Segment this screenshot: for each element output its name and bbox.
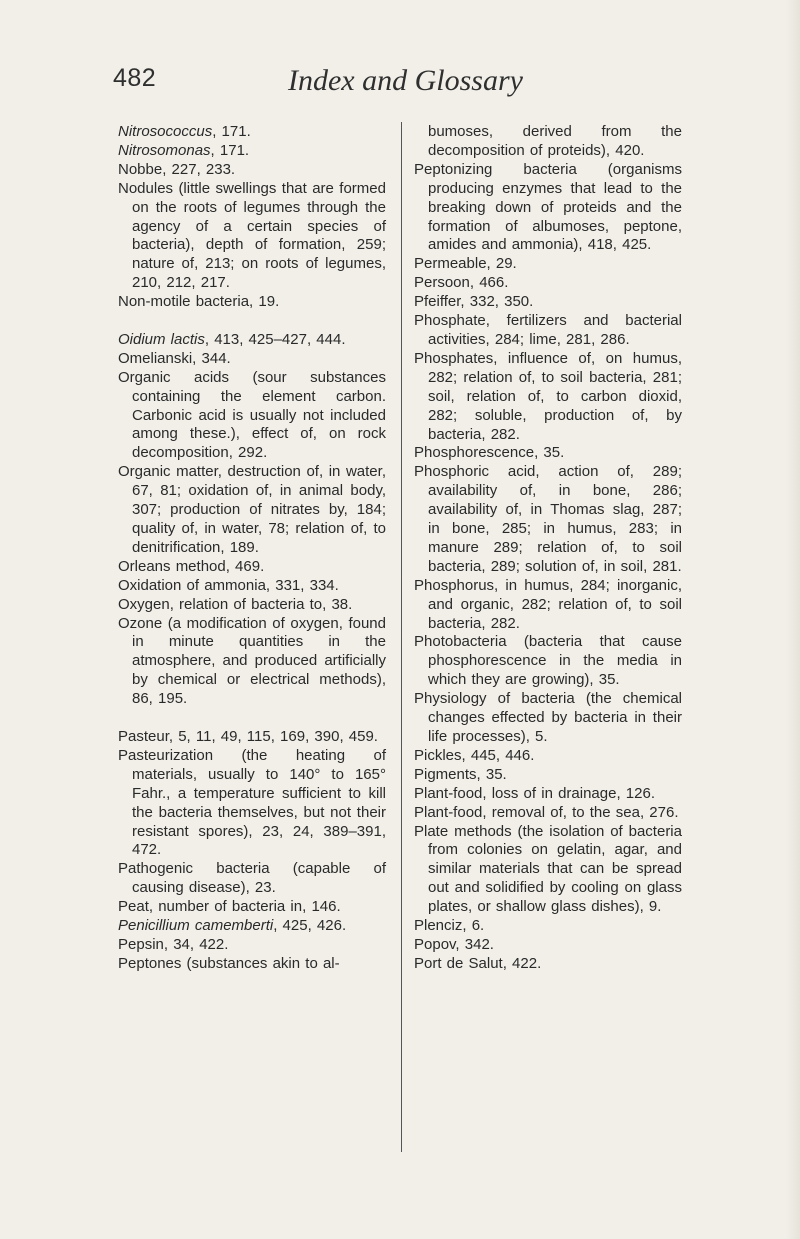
index-entry [414, 936, 682, 955]
index-term: Nitrosomonas [118, 141, 211, 159]
index-entry [118, 936, 386, 955]
index-column-left [118, 123, 386, 974]
index-entry [118, 331, 386, 350]
index-entry-text: Plant-food, loss of in drainage, 126. [414, 784, 655, 802]
index-entry [414, 633, 682, 690]
index-entry-text: Organic acids (sour substances containing the element carbon. Carbonic acid is usually not included among these.), effect of, on rock decomposition, 292. [118, 368, 386, 462]
index-entry-text: Organic matter, destruction of, in water, 67, 81; oxidation of, in animal body, 307; production of nitrates by, 184; quality of, in water, 78; relation of, to denitrification, 189. [118, 463, 386, 556]
index-entry [118, 596, 386, 615]
index-entry [414, 463, 682, 576]
index-entry-text: Pepsin, 34, 422. [118, 935, 229, 953]
running-title: Index and Glossary [288, 64, 523, 97]
index-entry-text: Nodules (little swellings that are formed on the roots of legumes through the agency of a certain species of bacteria), depth of formation, 259; nature of, 213; on roots of legumes, 210, 212, 217. [118, 179, 386, 292]
index-entry-text: Orleans method, 469. [118, 557, 265, 575]
index-term: Oidium lactis [118, 330, 205, 348]
index-entry [414, 161, 682, 256]
index-entry [118, 955, 386, 974]
index-entry [414, 274, 682, 293]
index-entry-text: Photobacteria (bacteria that cause phosphorescence in the media in which they are growing), 35. [414, 633, 682, 689]
index-entry-text: Oxidation of ammonia, 331, 334. [118, 576, 339, 594]
index-entry-text: Plant-food, removal of, to the sea, 276. [414, 803, 679, 821]
index-entry [118, 747, 386, 860]
index-entry [118, 558, 386, 577]
index-entry-text: Pickles, 445, 446. [414, 746, 535, 764]
index-entry-text: Plenciz, 6. [414, 917, 485, 935]
index-entry-text: Ozone (a modification of oxygen, found in minute quantities in the atmosphere, and produced artificially by chemical or electrical methods), 86, 195. [118, 614, 386, 708]
index-column-right [414, 123, 682, 974]
index-entry [414, 312, 682, 350]
index-entry-text: Phosphate, fertilizers and bacterial activities, 284; lime, 281, 286. [414, 312, 682, 348]
index-entry-text: Pigments, 35. [414, 765, 507, 783]
index-entry [118, 898, 386, 917]
index-entry [414, 577, 682, 634]
index-entry-text: , 425, 426. [273, 917, 347, 935]
index-entry-text: Physiology of bacteria (the chemical changes effected by bacteria in their life processes), 5. [414, 690, 682, 745]
index-entry-text: Nobbe, 227, 233. [118, 160, 236, 178]
index-entry-text: Phosphoric acid, action of, 289; availability of, in bone, 286; availability of, in Thomas slag, 287; in bone, 285; in humus, 283; in manure 289; relation of, to soil bacteria, 289; solution of, in soil, 281. [414, 463, 682, 575]
index-entry-text: Pasteurization (the heating of materials, usually to 140° to 165° Fahr., a temperature sufficient to kill the bacteria themselves, but not their resistant spores), 23, 24, 389–391, 472. [118, 746, 386, 859]
index-entry-text: Pathogenic bacteria (capable of causing disease), 23. [118, 860, 386, 897]
index-entry-text: Permeable, 29. [414, 255, 517, 273]
index-entry [118, 350, 386, 369]
index-entry [118, 161, 386, 180]
page-edge-shadow [786, 0, 800, 1239]
index-entry [414, 293, 682, 312]
index-entry-text: Pasteur, 5, 11, 49, 115, 169, 390, 459. [118, 727, 378, 745]
index-entry [414, 255, 682, 274]
index-entry-text: Peptones (substances akin to al- [118, 954, 340, 972]
index-entry-text: , 413, 425–427, 444. [204, 330, 346, 348]
column-divider [401, 122, 402, 1152]
index-entry [414, 766, 682, 785]
index-entry [118, 180, 386, 293]
index-entry-text: Peptonizing bacteria (organisms producing enzymes that lead to the breaking down of proteids and the formation of albumoses, peptone, amides and ammonia), 418, 425. [414, 160, 682, 254]
page-number: 482 [113, 64, 157, 92]
index-entry [414, 804, 682, 823]
index-entry [118, 728, 386, 747]
index-entry-text: Phosphorescence, 35. [414, 444, 565, 462]
page-header [113, 64, 713, 104]
index-entry [414, 747, 682, 766]
index-entry [118, 860, 386, 898]
index-entry [414, 350, 682, 445]
index-entry-text: Omelianski, 344. [118, 349, 231, 367]
index-entry-text: Peat, number of bacteria in, 146. [118, 898, 341, 916]
index-entry-text: Pfeiffer, 332, 350. [414, 293, 534, 311]
index-entry [118, 142, 386, 161]
index-entry-text: Phosphorus, in humus, 284; inorganic, and organic, 282; relation of, to soil bacteria, 282. [414, 576, 682, 632]
index-entry [118, 463, 386, 558]
index-entry-text: Oxygen, relation of bacteria to, 38. [118, 595, 353, 613]
index-entry [118, 615, 386, 710]
index-entry [414, 955, 682, 974]
index-entry-text: bumoses, derived from the decomposition of proteids), 420. [428, 123, 682, 159]
index-entry-text: Persoon, 466. [414, 274, 509, 292]
index-entry-text: Popov, 342. [414, 935, 494, 953]
index-entry [118, 577, 386, 596]
index-entry-text: Phosphates, influence of, on humus, 282; relation of, to soil bacteria, 281; soil, relation of, to carbon dioxid, 282; soluble, production of, by bacteria, 282. [414, 349, 682, 443]
index-entry [118, 369, 386, 464]
index-entry [414, 123, 682, 161]
index-entry-text: Plate methods (the isolation of bacteria from colonies on gelatin, agar, and similar materials that can be spread out and solidified by cooling on glass plates, or shallow glass dishes), 9. [414, 822, 682, 916]
index-entry [414, 917, 682, 936]
index-term: Nitrosococcus [118, 123, 213, 140]
index-entry [118, 293, 386, 312]
index-entry [414, 785, 682, 804]
index-entry [118, 123, 386, 142]
index-entry [414, 823, 682, 918]
index-entry-text: Non-motile bacteria, 19. [118, 293, 280, 311]
index-entry-text: , 171. [212, 123, 251, 140]
index-entry [414, 444, 682, 463]
index-entry-text: , 171. [210, 141, 250, 159]
index-entry-text: Port de Salut, 422. [414, 954, 542, 972]
index-entry [414, 690, 682, 747]
index-term: Penicillium camemberti [118, 917, 274, 935]
index-entry [118, 917, 386, 936]
